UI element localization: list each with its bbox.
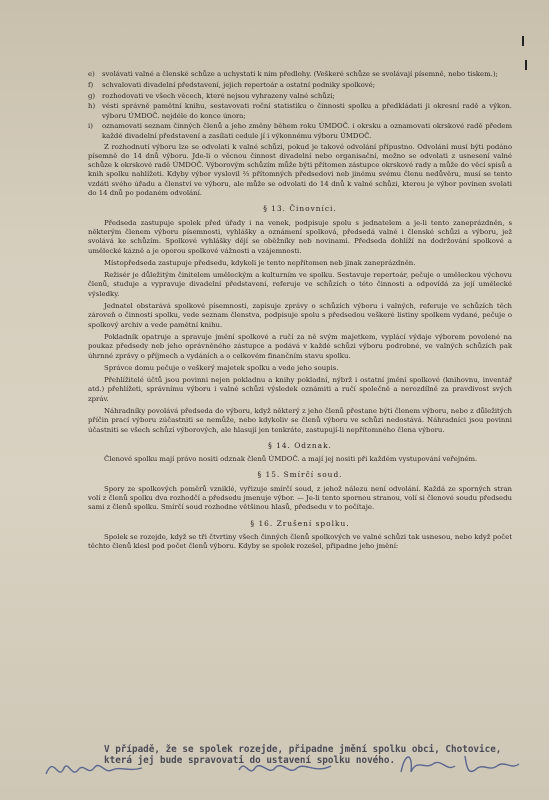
paragraph: Spolek se rozejde, když se tři čtvrtiny všech činných členů spolkových ve valné schůzi tak usnesou, nebo když počet těchto členů klesl pod počet členů výboru. Kdyby se spolek rozešel, připadne jeho jmění: — [88, 532, 512, 551]
paragraph: Předseda zastupuje spolek před úřady i na venek, podpisuje spolu s jednatelem a je-li tento zaneprázdněn, s některým členem výboru písemnosti, vyhlášky a oznámení spolková, předsedá valné i členské schůzi a výboru, jež svolává ke schůzím. Spolkové vyhlášky dějí se oběžníky neb novinami. Předseda dohlíží na dodržování spolkové a umělecké kázně a je oporou spolkové vážnosti a vzájemnosti. — [88, 218, 512, 255]
margin-mark — [522, 36, 524, 46]
signature-scribble — [42, 752, 152, 784]
list-item: g) rozhodovati ve všech věcech, které nejsou vyhrazeny valné schůzi; — [88, 91, 335, 100]
paragraph: Náhradníky povolává předseda do výboru, když některý z jeho členů přestane býti členem výboru, nebo z důležitých příčin prací výboru zúčastniti se nemůže, nebo kdykoliv se členů výboru ve schůzi nedostává. Náhradníci jsou povinni účastniti se všech schůzí výborových, ale hlasují jen tenkráte, zastupují-li nepřítomného člena výboru. — [88, 407, 512, 434]
signature — [235, 752, 345, 788]
signature — [42, 752, 152, 788]
list-item: h) vésti správně pamětní knihu, sestavovati roční statistiku o činnosti spolku a předkládati ji okresní radě a výkon. výboru ÚMDOČ. nejdéle do konce února; — [88, 102, 512, 120]
section-heading: § 13. Činovníci. — [263, 204, 337, 214]
list-item: e) svolávati valné a členské schůze a uchystati k nim předlohy. (Veškeré schůze se svolávají písemně, nebo tiskem.); — [88, 70, 498, 78]
signature-scribble — [395, 748, 525, 782]
list-item: i) oznamovati seznam činných členů a jeho změny během roku ÚMDOČ. i okrsku a oznamovati okrskové radě předem každé divadelní představení a zasílati cedule jí i výkonnému výboru ÚMDOČ. — [88, 122, 512, 140]
section-heading: § 15. Smírčí soud. — [257, 470, 343, 480]
document-body — [88, 70, 512, 555]
paragraph: Členové spolku mají právo nositi odznak členů ÚMDOČ. a mají jej nositi při každém vystupování veřejném. — [104, 455, 478, 464]
paragraph: Z rozhodnutí výboru lze se odvolati k valné schůzi, pokud je takové odvolání přípustno. Odvolání musí býti podáno písemně do 14 dnů výboru. Jde-li o věcnou činnost divadelní nebo organisační, možno se odvolati z usnesení valné schůze k okrskové radě ÚMDOČ. Výborovým schůzím může býti přítomen zástupce okrskové rady a může do věcí spisů a knih spolku nahlížeti. Kdyby výbor vyslovil ⅔ přítomných předsedovi neb jinému svému členu nedůvěru, musí se tento vzdáti svého úřadu a členství ve výboru, ale může se odvolati do 14 dnů k valné schůzi, kterou je výbor povinen svolati do 14 dnů po podaném odvolání. — [88, 142, 512, 198]
paragraph: Jednatel obstarává spolkové písemnosti, zapisuje zprávy o schůzích výboru i valných, referuje ve schůzích těch zároveň o činnosti spolku, vede seznam členstva, podpisuje spolu s předsedou veškeré listiny spolkem vydané, pečuje o spolkový archiv a vede pamětní knihu. — [88, 302, 512, 329]
paragraph: Spory ze spolkových poměrů vzniklé, vyřizuje smírčí soud, z jehož nálezu není odvolání. Každá ze sporných stran volí z členů spolku dva rozhodčí a předsedu jmenuje výbor. — Je-li tento spornou stranou, volí si členové soudu předsedu sami z členů spolku. Smírčí soud rozhodne většinou hlasů, předsedu v to počítaje. — [88, 484, 512, 512]
paragraph: Režisér je důležitým činitelem uměleckým a kulturním ve spolku. Sestavuje repertoár, pečuje o uměleckou výchovu členů, studuje a vypravuje divadelní představení, referuje ve schůzích o této činnosti a odpovídá za její umělecké výsledky. — [88, 271, 512, 298]
signature — [395, 748, 525, 786]
section-heading: § 16. Zrušení spolku. — [250, 518, 350, 528]
section-heading: § 14. Odznak. — [268, 440, 332, 450]
list-item: f) schvalovati divadelní představení, jejich repertoár a ostatní podniky spolkové; — [88, 80, 376, 89]
paragraph: Místopředseda zastupuje předsedu, kdykoli je tento nepřítomen neb jinak zaneprázdněn. — [104, 258, 416, 267]
paragraph: Správce domu pečuje o veškerý majetek spolku a vede jeho soupis. — [104, 363, 339, 372]
typewritten-addendum: V případě, že se spolek rozejde, připadne jmění spolku obci, Chotovice, která jej bude spravovati do ustavení spolku nového. — [104, 744, 502, 766]
paragraph: Přehlížitelé účtů jsou povinni nejen pokladnu a knihy pokladní, nýbrž i ostatní jmění spolkové (knihovnu, inventář atd.) přehlížeti, správnímu výboru i valné schůzi výsledek oznámiti a ručí společně a nerozdílně za pravdivost svých zpráv. — [88, 376, 512, 403]
margin-mark — [525, 60, 527, 70]
paragraph: Pokladník opatruje a spravuje jmění spolkové a ručí za ně svým majetkem, vyplácí výdaje výborem povolené na poukaz předsedy neb jeho oprávněného zástupce a podává v každé schůzi výboru podrobné, ve valných schůzích pak úhrnné zprávy o příjmech a vydáních a o celkovém finančním stavu spolku. — [88, 332, 512, 360]
signature-scribble — [235, 752, 345, 784]
